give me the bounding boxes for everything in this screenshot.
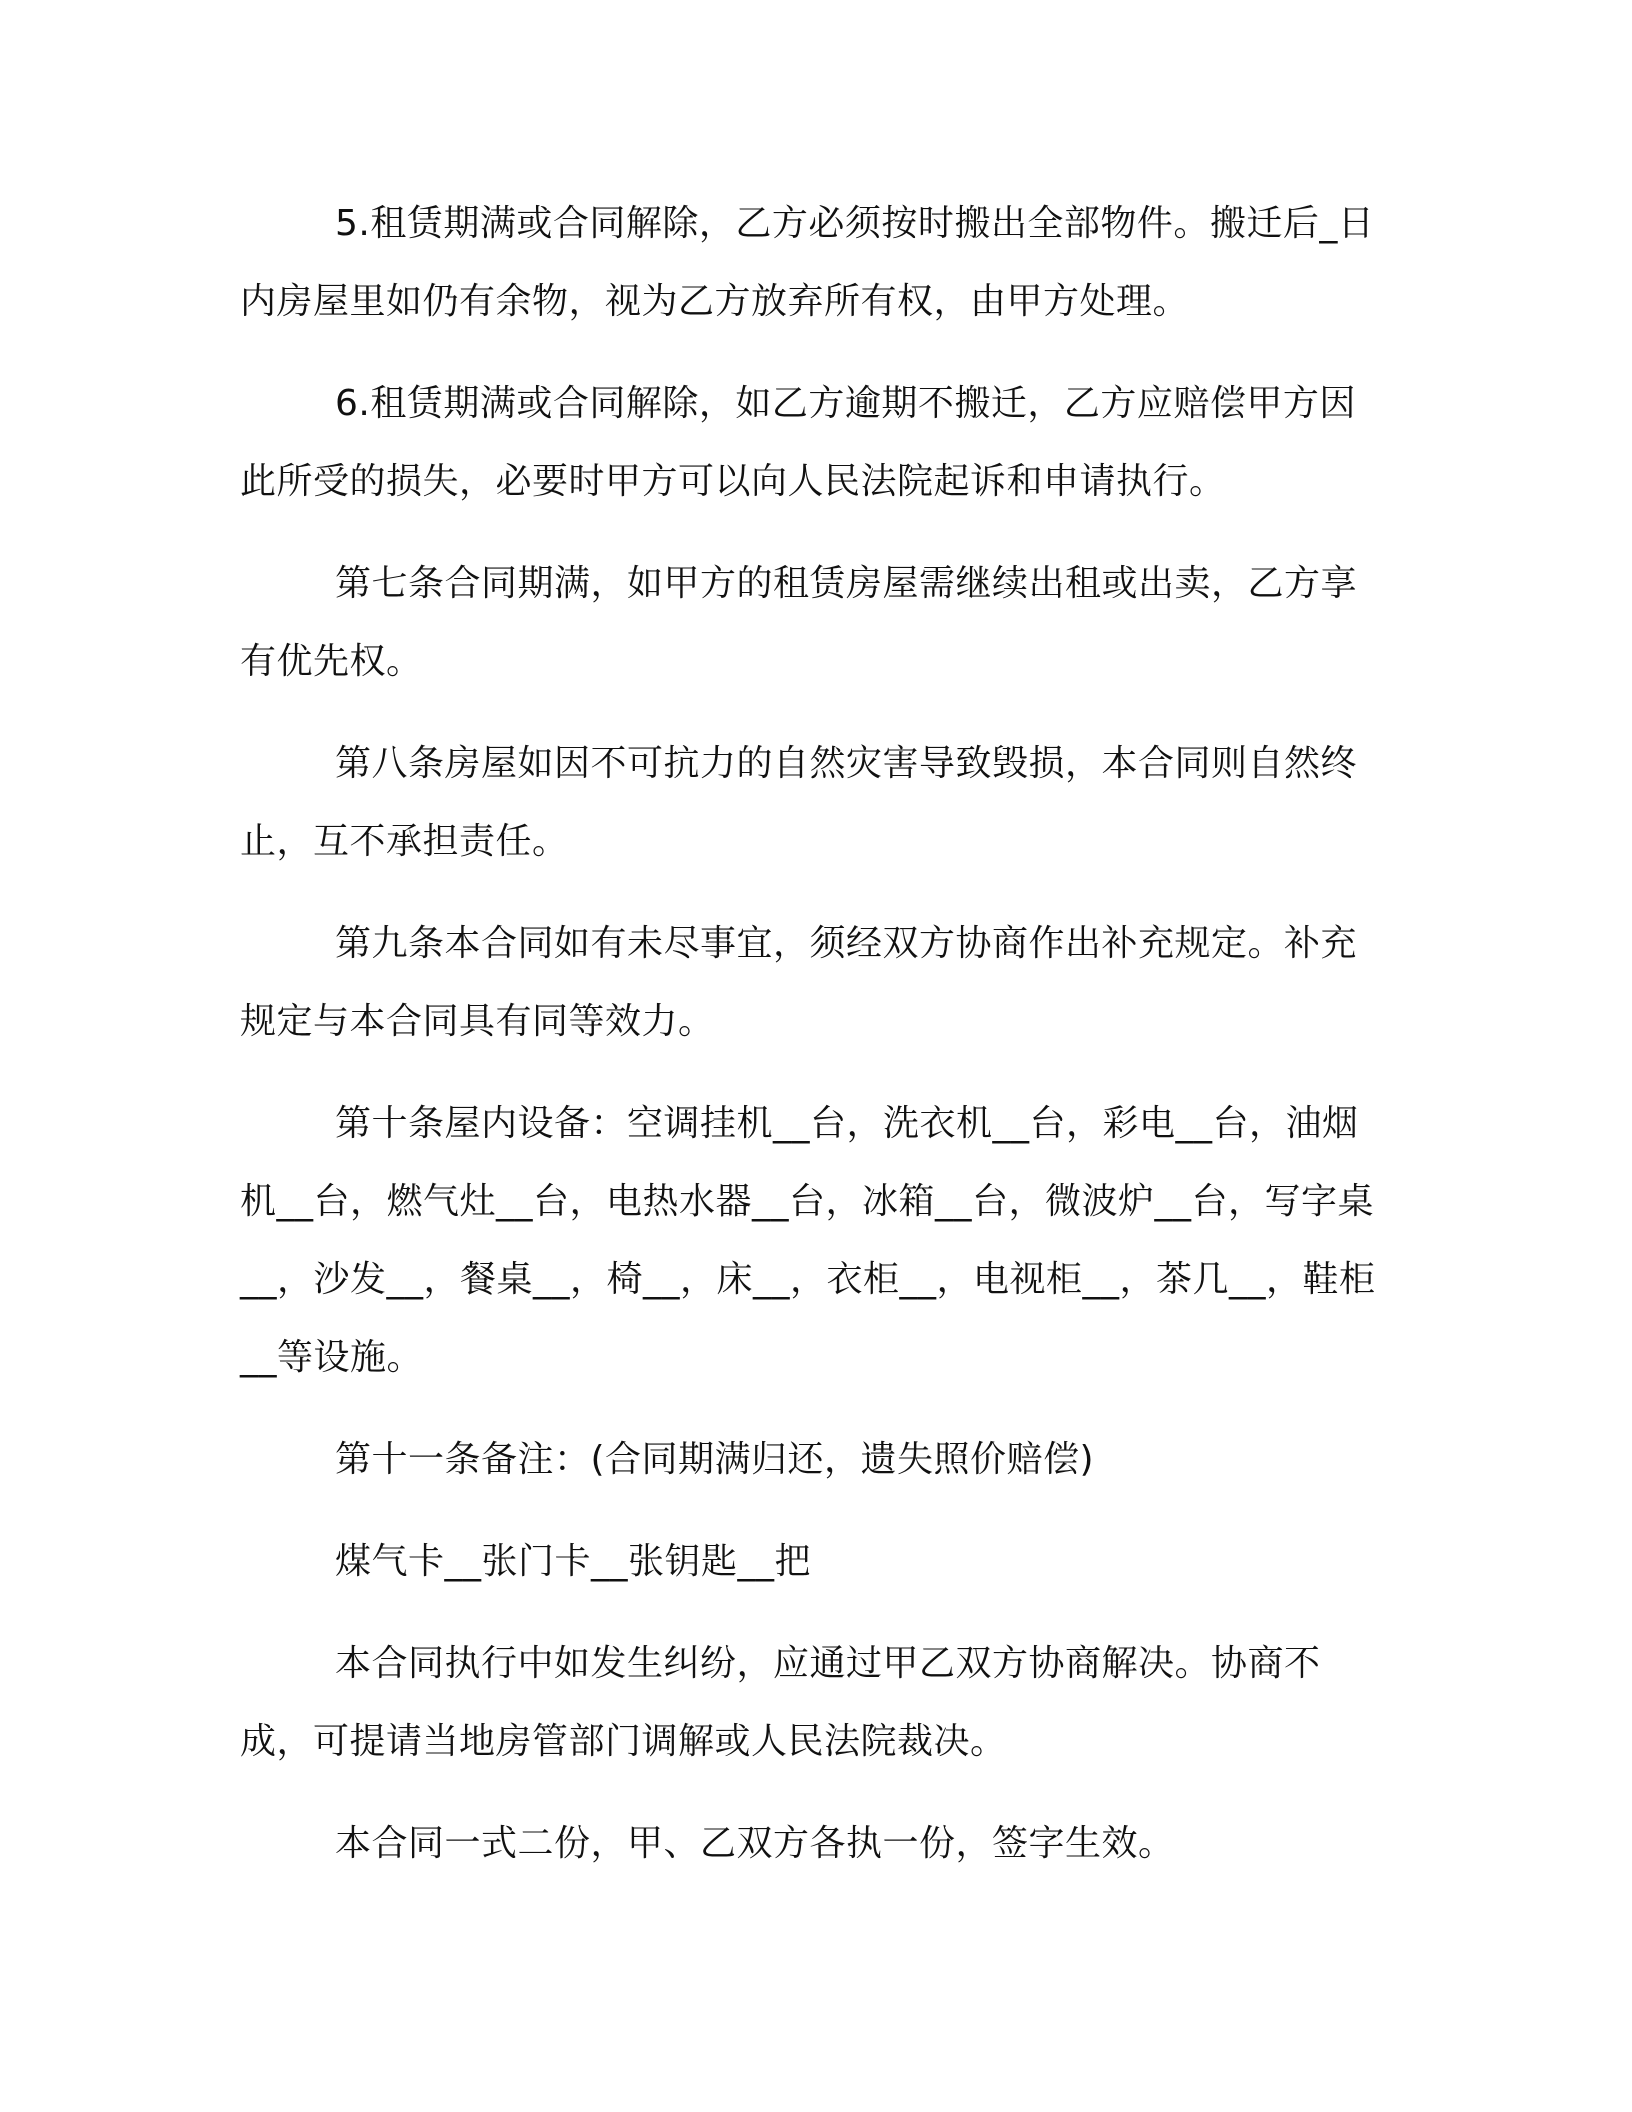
article-10-equipment: 第十条屋内设备：空调挂机__台，洗衣机__台，彩电__台，油烟机__台，燃气灶__台，电热水器__台，冰箱__台，微波炉__台，写字桌__，沙发__，餐桌__，椅__，床__，衣柜__，电视柜__，茶几__，鞋柜__等设施。 — [240, 1103, 1376, 1378]
article-9-supplement: 第九条本合同如有未尽事宜，须经双方协商作出补充规定。补充规定与本合同具有同等效力。 — [240, 923, 1358, 1042]
clause-6-overdue: 6.租赁期满或合同解除，如乙方逾期不搬迁，乙方应赔偿甲方因此所受的损失，必要时甲方可以向人民法院起诉和申请执行。 — [240, 383, 1356, 502]
copies-clause: 本合同一式二份，甲、乙双方各执一份，签字生效。 — [335, 1823, 1175, 1864]
contract-body — [240, 185, 1390, 1907]
article-11-remarks: 第十一条备注：(合同期满归还，遗失照价赔偿) — [335, 1439, 1095, 1480]
article-7-priority: 第七条合同期满，如甲方的租赁房屋需继续出租或出卖，乙方享有优先权。 — [240, 563, 1358, 682]
dispute-resolution: 本合同执行中如发生纠纷，应通过甲乙双方协商解决。协商不成，可提请当地房管部门调解或人民法院裁决。 — [240, 1643, 1321, 1762]
article-8-force-majeure: 第八条房屋如因不可抗力的自然灾害导致毁损，本合同则自然终止，互不承担责任。 — [240, 743, 1358, 862]
clause-5-move-out: 5.租赁期满或合同解除，乙方必须按时搬出全部物件。搬迁后_日内房屋里如仍有余物，视为乙方放弃所有权，由甲方处理。 — [240, 203, 1375, 322]
keys-and-cards: 煤气卡__张门卡__张钥匙__把 — [335, 1541, 812, 1582]
